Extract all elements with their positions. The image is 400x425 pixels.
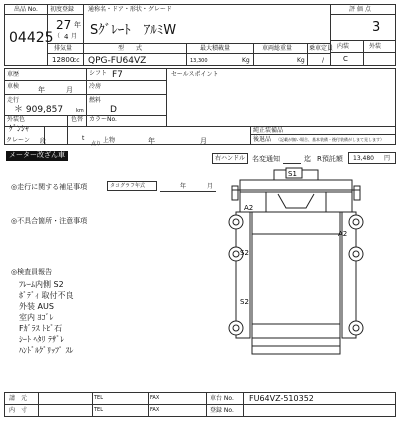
upper-month: 月 bbox=[200, 137, 207, 145]
month-open: （ bbox=[54, 33, 61, 40]
displacement-unit: cc bbox=[73, 57, 80, 64]
series-label: 通称名・ドア・形状・グレード bbox=[88, 6, 172, 13]
register-label: 登録 No. bbox=[210, 407, 234, 414]
capacity-sep: / bbox=[322, 57, 325, 64]
upper-year: 年 bbox=[148, 137, 155, 145]
interior-label: 内装 bbox=[337, 43, 350, 50]
inspector-line: ﾌﾚｰﾑ内側 S2 bbox=[19, 280, 64, 289]
grade-text: Sｸﾞﾚｰﾄ ｱﾙﾐW bbox=[90, 23, 177, 38]
sales-point-label: セールスポイント bbox=[171, 71, 219, 78]
model-value: QPG-FU64VZ bbox=[88, 56, 147, 66]
ext-color-value: ｹﾞﾝｼｬ bbox=[9, 124, 29, 133]
body-type-label: 車歴 bbox=[7, 71, 20, 78]
fax-label: FAX bbox=[150, 395, 160, 401]
repair-label: ◎走行に関する補足事項 bbox=[11, 183, 88, 191]
post-install-label: 後退品 bbox=[253, 136, 272, 143]
claim-label: 請 元 bbox=[9, 395, 28, 402]
cab-body bbox=[240, 192, 352, 212]
post-install-note: （記載が無い場合、基本装備・後付装備がしまて見します） bbox=[276, 137, 384, 142]
inspector-title: ◎検査員報告 bbox=[11, 268, 53, 276]
chassis-label: 車台 No. bbox=[210, 395, 234, 402]
displacement-label: 排気量 bbox=[54, 45, 73, 52]
cargo-bed bbox=[252, 212, 340, 338]
ac-label: 冷房 bbox=[89, 83, 102, 90]
inspector-line: Fｶﾞﾗｽ ﾄﾋﾞ石 bbox=[19, 324, 63, 333]
year-value: 27 bbox=[56, 18, 72, 32]
gross-weight-label: 車両総重量 bbox=[262, 45, 293, 52]
color-no-label: カラーNo. bbox=[89, 116, 117, 123]
meter-tampered-badge: メーター改ざん車 bbox=[6, 151, 68, 161]
defect-label: ◎不具合箇所・注意事項 bbox=[11, 217, 88, 225]
month-value: 4 bbox=[64, 33, 69, 41]
inspection-month: 月 bbox=[66, 86, 73, 94]
ext-color-label: 外装色 bbox=[7, 116, 26, 123]
lot-label: 出品 No. bbox=[14, 6, 38, 13]
score-value: 3 bbox=[372, 20, 381, 35]
tel-label: TEL bbox=[94, 407, 103, 413]
crane-point: 点り bbox=[91, 141, 102, 147]
accessories-label: 純正装備品 bbox=[253, 127, 284, 134]
tacho-label: タコグラフ年式 bbox=[107, 181, 157, 191]
interior-value: C bbox=[343, 55, 348, 63]
color-change-label: 色替 bbox=[71, 116, 84, 123]
tacho-month: 月 bbox=[207, 183, 214, 190]
mark-s2: S2 bbox=[240, 298, 249, 306]
upper-label: 上物 bbox=[103, 137, 116, 144]
mark-a2: A2 bbox=[338, 230, 348, 238]
truck-diagram bbox=[226, 164, 366, 364]
chassis-value: FU64VZ-510352 bbox=[249, 394, 314, 403]
fax-label: FAX bbox=[150, 407, 160, 413]
inspector-line: ｼｰﾄ ﾍﾀﾘ ﾃｻﾞﾚ bbox=[19, 335, 65, 344]
inspector-line: ﾊﾝﾄﾞﾙｸﾞﾘｯﾌﾟ ｽﾚ bbox=[19, 346, 74, 355]
mileage-unit: km bbox=[76, 108, 84, 114]
tel-label: TEL bbox=[94, 395, 103, 401]
crane-label: クレーン bbox=[6, 137, 30, 144]
gross-weight-unit: Kg bbox=[297, 57, 305, 64]
inspection-label: 車検 bbox=[7, 83, 20, 90]
month-unit: 月 bbox=[71, 33, 78, 40]
inspector-line: 室内 ﾖｺﾞﾚ bbox=[19, 313, 54, 322]
mark-a2: A2 bbox=[244, 204, 254, 212]
score-label: 評 価 点 bbox=[349, 6, 371, 13]
recycle-value: 13,480 bbox=[353, 155, 374, 162]
expiry-label: 迄 bbox=[304, 155, 311, 163]
capacity-label: 乗車定員 bbox=[309, 45, 334, 52]
mileage-label: 走行 bbox=[7, 97, 20, 104]
fuel-label: 燃料 bbox=[89, 97, 102, 104]
inner-label: 内 寸 bbox=[9, 407, 28, 414]
model-label: 型 式 bbox=[118, 45, 143, 52]
max-load-unit: Kg bbox=[242, 57, 250, 64]
inspector-line: ﾎﾞﾃﾞｨ 取付不良 bbox=[19, 291, 74, 300]
max-load-label: 最大積載量 bbox=[200, 45, 231, 52]
mark-s1: S1 bbox=[288, 170, 297, 178]
title-notice-label: 名変通知 bbox=[252, 155, 280, 163]
fuel-value: D bbox=[110, 105, 117, 115]
crane-unit: t bbox=[82, 135, 85, 142]
exterior-label: 外装 bbox=[369, 43, 382, 50]
first-reg-label: 初度登録 bbox=[50, 6, 75, 13]
right-handle-box: 右ハンドル bbox=[212, 153, 248, 164]
left-side-panel bbox=[236, 212, 250, 338]
max-load-value: 13,300 bbox=[190, 58, 208, 64]
tacho-year: 年 bbox=[180, 183, 187, 190]
mark-s2: S2 bbox=[240, 249, 249, 257]
lot-number: 04425 bbox=[9, 30, 54, 46]
mileage-value: ＊ 909,857 bbox=[14, 105, 64, 115]
displacement-value: 12800 bbox=[52, 56, 75, 64]
inspector-line: 外装 AUS bbox=[19, 302, 54, 311]
recycle-unit: 円 bbox=[384, 155, 391, 162]
crane-stage: 段 bbox=[40, 138, 47, 145]
recycle-label: R預託額 bbox=[317, 155, 343, 163]
inspection-year: 年 bbox=[38, 86, 45, 94]
shift-value: F7 bbox=[112, 70, 123, 80]
shift-label: シフト bbox=[89, 70, 108, 77]
year-unit: 年 bbox=[74, 21, 81, 29]
